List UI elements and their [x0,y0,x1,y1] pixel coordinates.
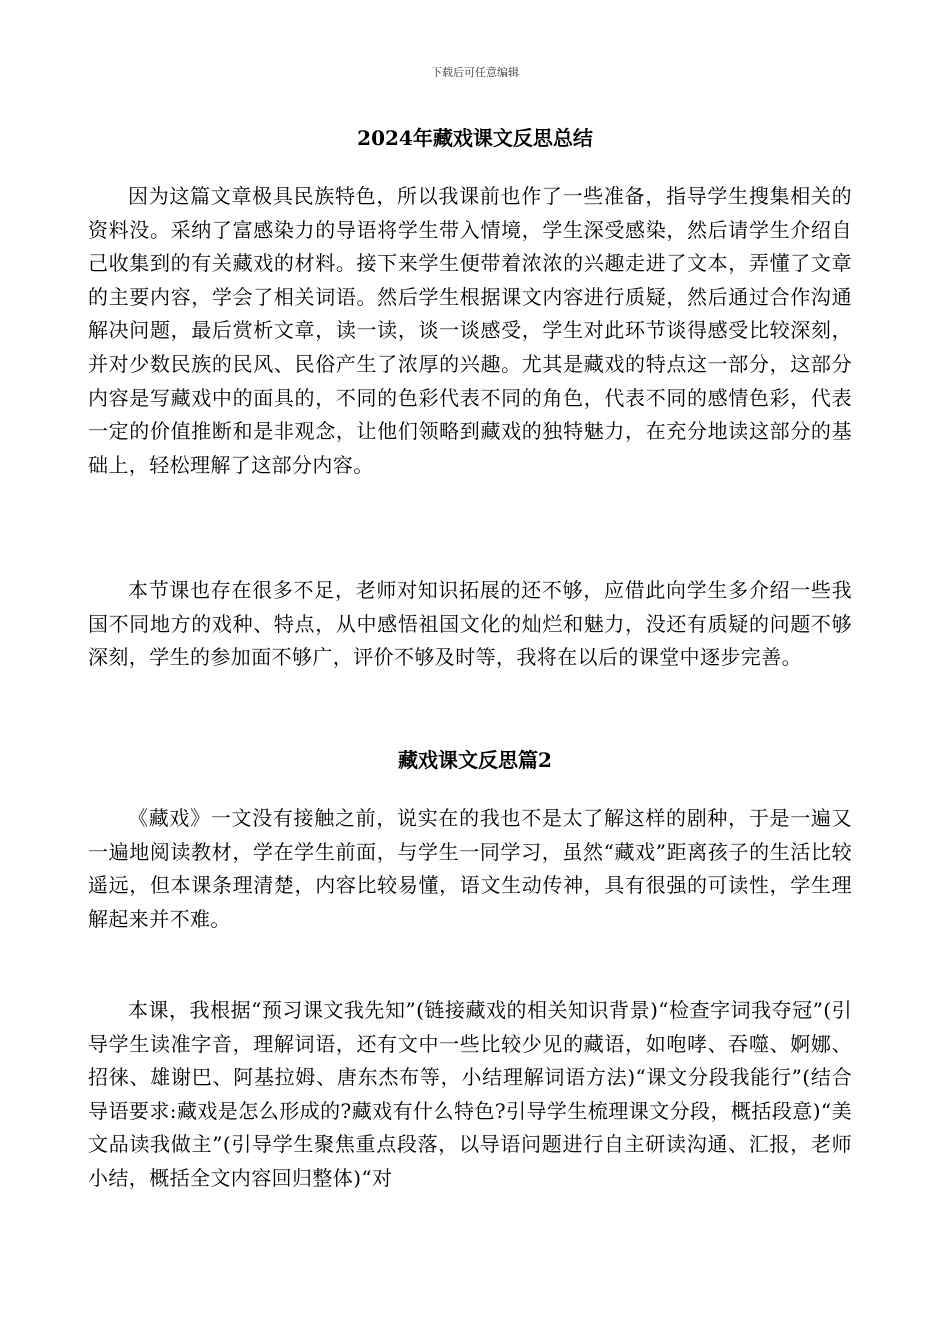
paragraph-2: 本节课也存在很多不足，老师对知识拓展的还不够，应借此向学生多介绍一些我国不同地方的戏种、特点，从中感悟祖国文化的灿烂和魅力，没还有质疑的问题不够深刻，学生的参加面不够广，评价不够及时等，我将在以后的课堂中逐步完善。 [88,578,852,670]
paragraph-3: 《藏戏》一文没有接触之前，说实在的我也不是太了解这样的剧种，于是一遍又一遍地阅读教材，学在学生前面，与学生一同学习，虽然“藏戏”距离孩子的生活比较遥远，但本课条理清楚，内容比较易懂，语文生动传神，具有很强的可读性，学生理解起来并不难。 [88,806,852,931]
paragraph-4: 本课，我根据“预习课文我先知”(链接藏戏的相关知识背景)“检查字词我夺冠”(引导学生读准字音，理解词语，还有文中一些比较少见的藏语，如咆哮、吞噬、婀娜、招徕、雄谢巴、阿基拉姆、唐东杰布等，小结理解词语方法)“课文分段我能行”(结合导语要求:藏戏是怎么形成的?藏戏有什么特色?引导学生梳理课文分段，概括段意)“美文品读我做主”(引导学生聚焦重点段落，以导语问题进行自主研读沟通、汇报，老师小结，概括全文内容回归整体)“对 [88,998,852,1190]
paragraph-1: 因为这篇文章极具民族特色，所以我课前也作了一些准备，指导学生搜集相关的资料没。采纳了富感染力的导语将学生带入情境，学生深受感染，然后请学生介绍自己收集到的有关藏戏的材料。接下来学生便带着浓浓的兴趣走进了文本，弄懂了文章的主要内容，学会了相关词语。然后学生根据课文内容进行质疑，然后通过合作沟通解决问题，最后赏析文章，读一读，谈一谈感受，学生对此环节谈得感受比较深刻，并对少数民族的民风、民俗产生了浓厚的兴趣。尤其是藏戏的特点这一部分，这部分内容是写藏戏中的面具的，不同的色彩代表不同的角色，代表不同的感情色彩，代表一定的价值推断和是非观念，让他们领略到藏戏的独特魅力，在充分地读这部分的基础上，轻松理解了这部分内容。 [88,184,852,477]
header-note: 下载后可任意编辑 [431,66,519,79]
section-title-2: 藏戏课文反思篇2 [398,748,552,772]
section-title-1: 2024年藏戏课文反思总结 [357,126,593,150]
